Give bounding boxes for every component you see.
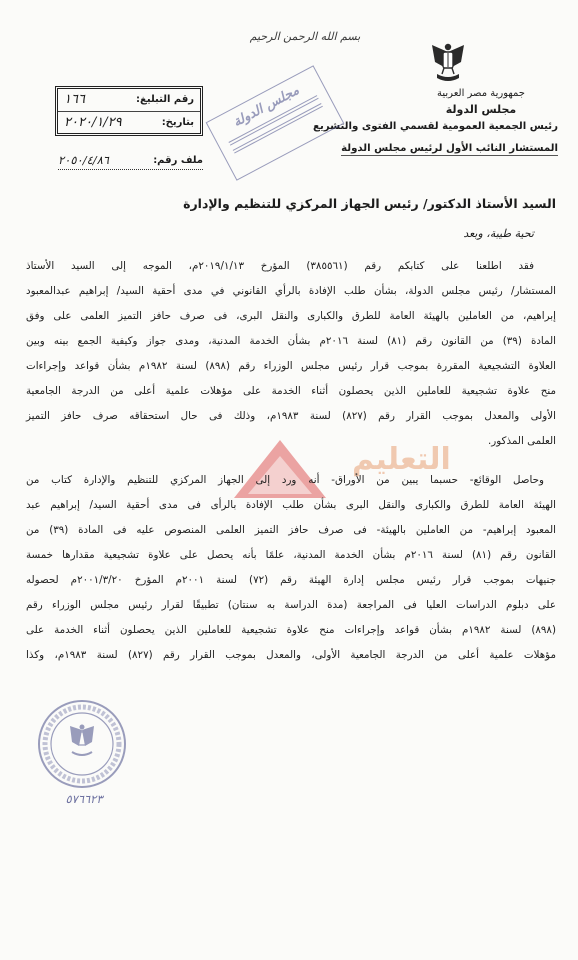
council-stamp-title: مجلس الدولة	[230, 83, 302, 131]
paragraph-line: فقد اطلعنا على كتابكم رقم (٣٨٥٥٦١) المؤرخ ٢٠١٩/١/١٣م، الموجه إلى السيد الأستاذ	[26, 260, 535, 272]
seal-number: ٥٧٦٦٢٣	[65, 792, 103, 806]
notice-date: ٢٠٢٠/١/٢٩	[64, 114, 122, 130]
paragraph-line: المعبود إبراهيم- من العاملين بالهيئة- فى صرف حافز التميز العلمى المنصوص عليه فى المادة (٣٩) من	[26, 524, 556, 536]
paragraph-line: المستشار/ رئيس مجلس الدولة، بشأن طلب الإفادة بالرأي القانوني في مدى أحقية السيد/ إبراهيم عبدالمعبود	[26, 285, 556, 297]
paragraph-line: العلاوة التشجيعية المقررة بموجب قرار رئيس مجلس الوزراء رقم (٨٩٨) لسنة ١٩٨٢م بشأن قواعد وإجراءات	[26, 360, 557, 372]
paragraph-line: العلمى المذكور.	[487, 435, 556, 447]
paragraph-line: على دبلوم الدراسات العليا فى المراجعة (مدة الدراسة به سنتان) تطبيقًا لقرار رئيس مجلس الوزراء رقم	[26, 599, 556, 611]
notice-label: رقم التبليغ:	[136, 94, 194, 106]
paragraph-line: القانون رقم (٨١) لسنة ٢٠١٦م بشأن الخدمة المدنية، علمًا بأنه يحصل على علاوة تشجيعية مقدارها خمسة	[26, 549, 556, 561]
council-stamp	[206, 65, 345, 181]
notice-number: ١٦٦	[64, 92, 85, 108]
paragraph-line: منح علاوة تشجيعية للعاملين الذين يحصلون أثناء الخدمة على مؤهلات علمية أعلى من الدرجة الجامعية	[26, 385, 556, 397]
paragraph-line: الهيئة العامة للطرق والكبارى والنقل البرى بشأن طلب الإفادة بالرأى فى مدى أحقية السيد/ إبراهيم عبد	[26, 499, 556, 511]
paragraph-1	[26, 254, 556, 454]
eagle-emblem-icon	[430, 40, 466, 84]
paragraph-line: مؤهلات علمية أعلى من الدرجة الجامعية الأولى، والمعدل بموجب القرار رقم (٨٢٧) لسنة ١٩٨٣م، وكذا	[26, 649, 556, 661]
paragraph-2	[26, 468, 556, 668]
notice-row	[58, 89, 200, 111]
date-label: بتاريخ:	[161, 116, 194, 128]
file-number-line	[58, 153, 203, 170]
letter-body	[26, 196, 556, 668]
watermark-text: التعليم	[352, 442, 451, 477]
basmala: بسم الله الرحمن الرحيم	[249, 30, 361, 43]
paragraph-line: الأولى والمعدل بموجب القرار رقم (٨٢٧) لسنة ١٩٨٣م، وذلك فى حال استحقاقه صرف حافز التميز	[26, 410, 556, 422]
file-label: ملف رقم:	[153, 154, 203, 166]
office-title-line-2: المستشار النائب الأول لرئيس مجلس الدولة	[341, 143, 558, 154]
country-name: جمهورية مصر العربية	[437, 88, 525, 99]
institution-name: مجلس الدولة	[445, 103, 517, 116]
file-number: ٢٠٥٠/٤/٨٦	[58, 153, 109, 167]
paragraph-line: وحاصل الوقائع- حسبما يبين من الأوراق- أنه ورد إلى الجهاز المركزي للتنظيم والإدارة كتاب من	[26, 474, 544, 486]
addressee: السيد الأستاذ الدكتور/ رئيس الجهاز المركزي للتنظيم والإدارة	[183, 196, 556, 211]
reference-box	[55, 86, 203, 136]
round-seal-icon	[36, 698, 128, 790]
paragraph-line: إبراهيم، من العاملين بالهيئة العامة للطرق والكبارى والنقل البرى، فى صرف حافز التميز العلمى على وفق	[26, 310, 556, 322]
date-row	[58, 111, 200, 134]
paragraph-line: جنيهات بموجب قرار رئيس مجلس إدارة الهيئة رقم (٧٢) لسنة ٢٠٠١م المؤرخ ٢٠٠١/٣/٢٠م لحصوله	[26, 574, 557, 586]
office-title-line-1: رئيس الجمعية العمومية لقسمي الفتوى والتشريع	[313, 121, 558, 132]
paragraph-line: (٨٩٨) لسنة ١٩٨٢م بشأن قواعد وإجراءات منح علاوة تشجيعية للعاملين الذين يحصلون أثناء الخدمة على	[26, 624, 556, 636]
greeting: تحية طيبة، وبعد	[463, 227, 534, 240]
paragraph-line: المادة (٣٩) من القانون رقم (٨١) لسنة ٢٠١٦م بشأن الخدمة المدنية، ومدى جواز وكيفية الجمع بينه وبين	[26, 335, 557, 347]
